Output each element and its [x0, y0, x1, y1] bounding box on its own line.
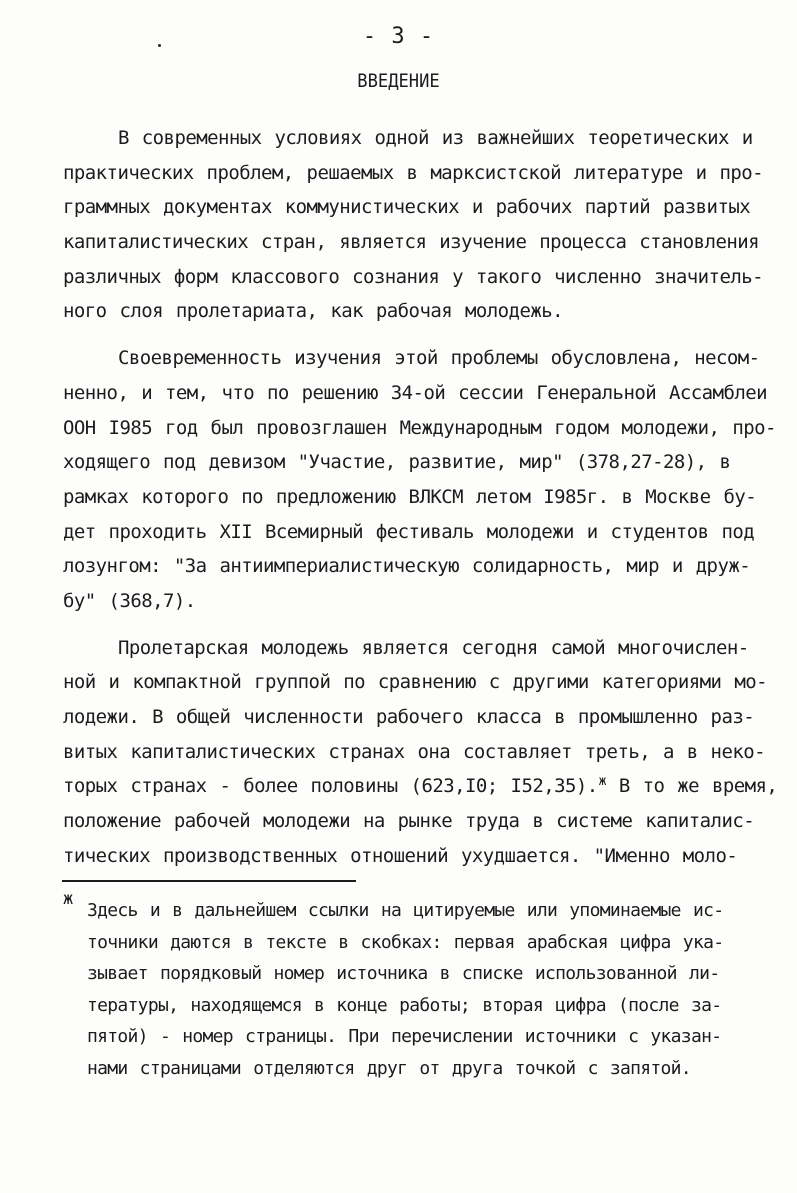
- text-line: бу" (368,7).: [63, 589, 196, 612]
- text-line: лозунгом: "За антиимпериалистическую солидарность, мир и друж-: [63, 555, 751, 578]
- text-line: витых капиталистических странах она составляет треть, а в неко-: [63, 740, 766, 763]
- text-line: Своевременность изучения этой проблемы обусловлена, несом-: [118, 347, 760, 370]
- paragraph-gap: [63, 329, 753, 341]
- text-segment: торых странах - более половины (623,I0; I52,35).: [63, 775, 598, 798]
- section-heading: ВВЕДЕНИЕ: [357, 70, 440, 92]
- text-line: положение рабочей молодежи на рынке труда в системе капиталис-: [63, 810, 755, 833]
- footnote-line: пятой) - номер страницы. При перечислении источники с указан-: [87, 1026, 722, 1048]
- text-line: лодежи. В общей численности рабочего класса в промышленно раз-: [63, 706, 755, 728]
- footnote-text: Здесь и в дальнейшем ссылки на цитируемые или упоминаемые ис-: [87, 900, 724, 921]
- text-line: дет проходить XII Всемирный фестиваль молодежи и студентов под: [63, 520, 755, 543]
- footnote: [63, 889, 753, 1085]
- text-line: ненно, и тем, что по решению 34-ой сессии Генеральной Ассамблеи: [63, 381, 768, 404]
- paragraph-gap: [63, 619, 753, 631]
- text-line-with-footnote-ref: [63, 769, 778, 804]
- text-line: различных форм классового сознания у такого численно значитель-: [63, 265, 764, 288]
- text-line: рамках которого по предложению ВЛКСМ летом I985г. в Москве бу-: [63, 485, 757, 508]
- text-segment: В то же время,: [605, 775, 778, 798]
- text-line: ООН I985 год был провозглашен Международным годом молодежи, про-: [63, 416, 776, 439]
- text-line: капиталистических стран, является изучение процесса становления: [63, 231, 760, 254]
- footnote-marker: ж: [63, 889, 73, 909]
- footnote-first-line: [63, 889, 753, 927]
- footnote-line: зывает порядковый номер источника в списке использованной ли-: [87, 963, 720, 985]
- page-number: - 3 -: [362, 24, 435, 49]
- text-line: тических производственных отношений ухудшается. "Именно моло-: [63, 844, 738, 867]
- text-line: ной и компактной группой по сравнению с другими категориями мо-: [63, 671, 768, 694]
- text-line: Пролетарская молодежь является сегодня самой многочислен-: [118, 636, 749, 659]
- footnote-line: точники даются в тексте в скобках: первая арабская цифра ука-: [87, 931, 724, 953]
- text-line: ного слоя пролетариата, как рабочая молодежь.: [63, 300, 564, 323]
- stray-dot-mark: [158, 44, 161, 47]
- footnote-line: нами страницами отделяются друг от друга точкой с запятой.: [87, 1057, 691, 1079]
- text-line: граммных документах коммунистических и рабочих партий развитых: [63, 196, 751, 219]
- footnote-separator: [62, 880, 356, 882]
- main-text: [63, 121, 778, 873]
- text-line: В современных условиях одной из важнейших теоретических и: [118, 127, 753, 149]
- text-line: ходящего под девизом "Участие, развитие, мир" (378,27-28), в: [63, 451, 731, 474]
- text-line: практических проблем, решаемых в марксистской литературе и про-: [63, 161, 764, 184]
- footnote-line: тературы, находящемся в конце работы; вторая цифра (после за-: [87, 994, 722, 1016]
- footnote-reference-marker: ж: [598, 774, 606, 790]
